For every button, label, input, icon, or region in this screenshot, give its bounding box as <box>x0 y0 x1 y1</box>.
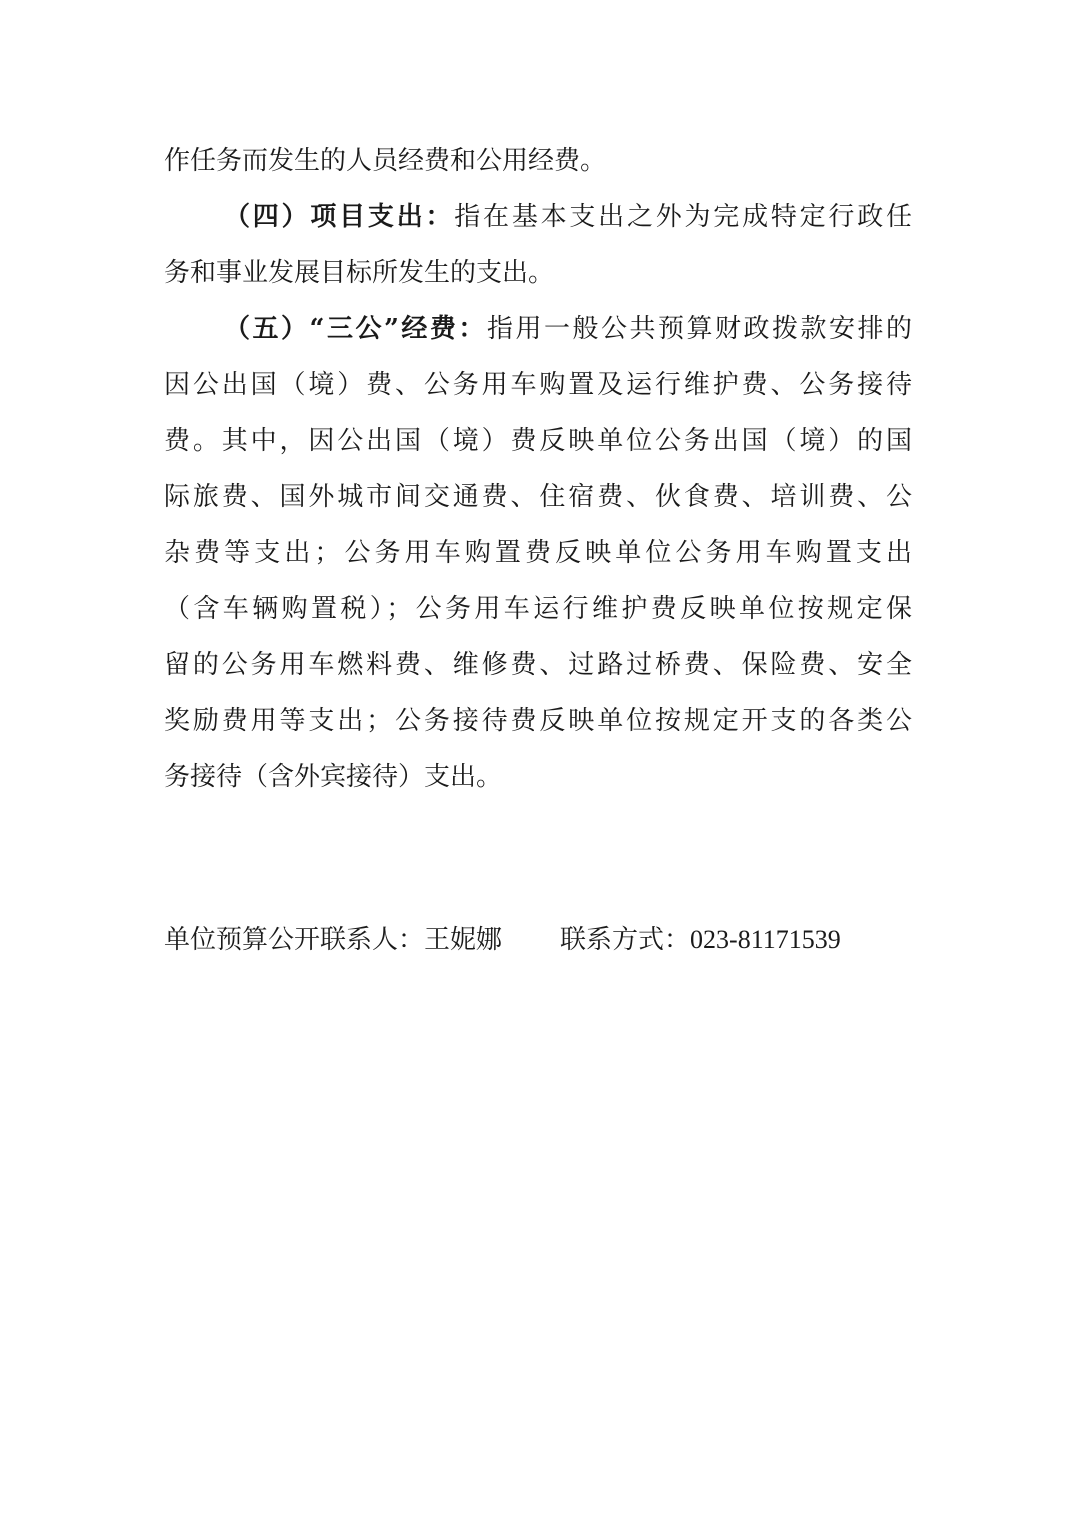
paragraph-line <box>164 469 912 525</box>
contact-line <box>164 912 924 968</box>
contact-phone: 023-81171539 <box>690 925 841 954</box>
line-text: 作任务而发生的人员经费和公用经费。 <box>164 146 607 176</box>
line-text: 杂费等支出；公务用车购置费反映单位公务用车购置支出 <box>164 538 912 568</box>
line-text: （含车辆购置税）；公务用车运行维护费反映单位按规定保 <box>164 594 912 624</box>
paragraph-line <box>164 637 912 693</box>
line-text: 奖励费用等支出；公务接待费反映单位按规定开支的各类公 <box>164 706 912 736</box>
paragraph-line <box>164 525 912 581</box>
line-text: 务和事业发展目标所发生的支出。 <box>164 258 555 288</box>
document-body <box>164 133 912 805</box>
paragraph-line <box>164 413 912 469</box>
line-text: 务接待（含外宾接待）支出。 <box>164 762 503 792</box>
section-heading: （四）项目支出： <box>224 202 455 232</box>
line-text: 留的公务用车燃料费、维修费、过路过桥费、保险费、安全 <box>164 650 912 680</box>
paragraph-line <box>164 133 912 189</box>
paragraph-line <box>164 245 912 301</box>
paragraph-line-section-5 <box>164 301 912 357</box>
contact-person-label: 单位预算公开联系人： <box>164 925 425 955</box>
line-text: 际旅费、国外城市间交通费、住宿费、伙食费、培训费、公 <box>164 482 912 512</box>
paragraph-line <box>164 693 912 749</box>
paragraph-line <box>164 749 912 805</box>
contact-phone-label: 联系方式： <box>560 925 691 955</box>
line-text: 因公出国（境）费、公务用车购置及运行维护费、公务接待 <box>164 370 912 400</box>
line-text: 指在基本支出之外为完成特定行政任 <box>454 202 912 232</box>
section-heading: （五）“三公”经费： <box>224 314 487 344</box>
contact-person-name: 王妮娜 <box>424 925 503 955</box>
paragraph-line-section-4 <box>164 189 912 245</box>
paragraph-line <box>164 581 912 637</box>
line-text: 费。其中，因公出国（境）费反映单位公务出国（境）的国 <box>164 426 912 456</box>
paragraph-line <box>164 357 912 413</box>
line-text: 指用一般公共预算财政拨款安排的 <box>486 314 912 344</box>
